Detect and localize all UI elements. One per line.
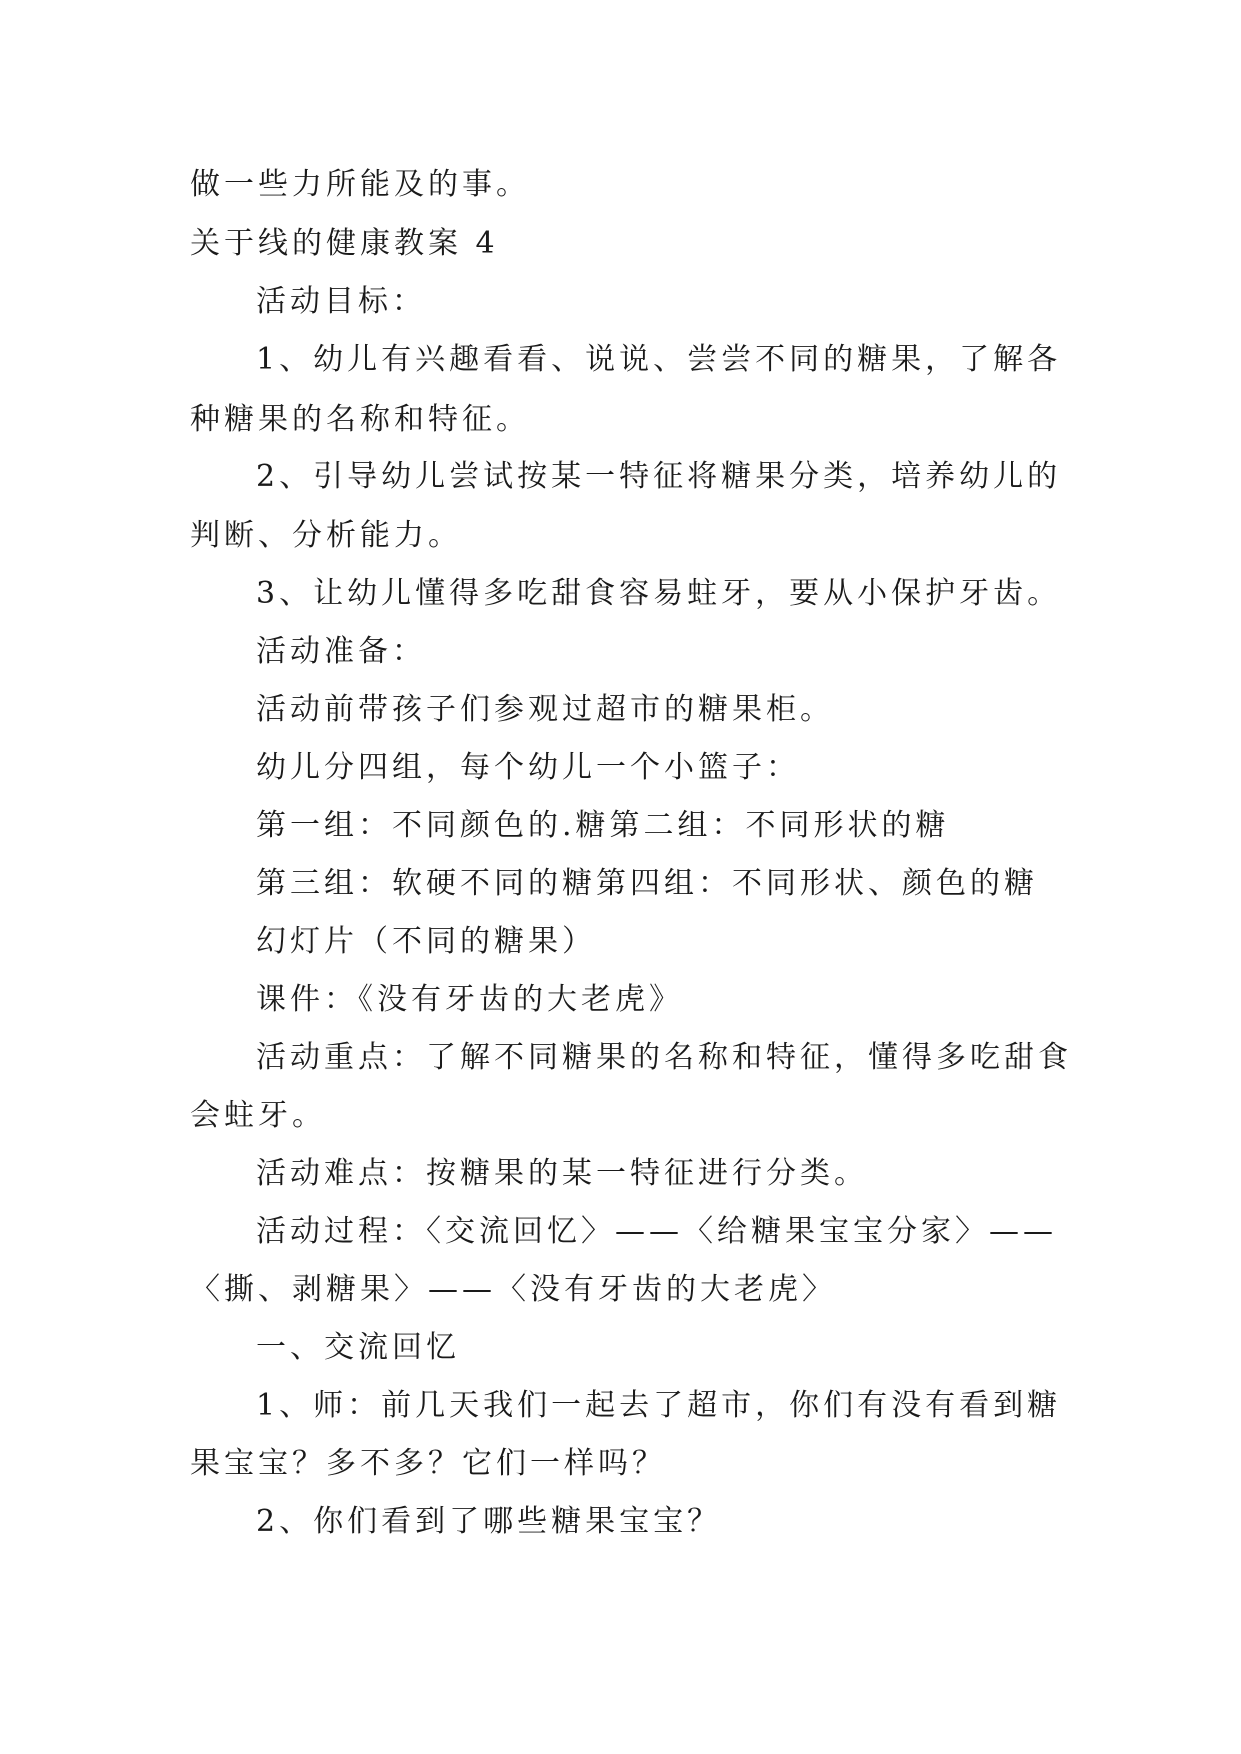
text-line: 判断、分析能力。 (190, 518, 462, 553)
section-title: 关于线的健康教案 4 (190, 226, 499, 261)
text-line: 第三组：软硬不同的糖第四组：不同形状、颜色的糖 (256, 866, 1038, 901)
text-line: 做一些力所能及的事。 (190, 167, 530, 202)
text-line: 1、师：前几天我们一起去了超市，你们有没有看到糖 (256, 1388, 1062, 1423)
text-line: 幼儿分四组，每个幼儿一个小篮子： (256, 750, 800, 785)
document-page (190, 0, 1072, 1754)
text-line: 3、让幼儿懂得多吃甜食容易蛀牙，要从小保护牙齿。 (256, 576, 1062, 611)
text-line: 活动过程：〈交流回忆〉——〈给糖果宝宝分家〉—— (256, 1214, 1057, 1249)
text-line: 1、幼儿有兴趣看看、说说、尝尝不同的糖果，了解各 (256, 342, 1062, 377)
text-line: 会蛀牙。 (190, 1098, 326, 1133)
text-line: 活动前带孩子们参观过超市的糖果柜。 (256, 692, 834, 727)
text-line: 活动重点：了解不同糖果的名称和特征，懂得多吃甜食 (256, 1040, 1072, 1075)
text-line: 一、交流回忆 (256, 1330, 460, 1365)
text-line: 〈撕、剥糖果〉——〈没有牙齿的大老虎〉 (190, 1272, 836, 1307)
text-line: 幻灯片（不同的糖果） (256, 924, 596, 959)
text-line: 2、你们看到了哪些糖果宝宝？ (256, 1504, 722, 1539)
text-line: 活动目标： (256, 284, 426, 319)
text-line: 课件：《没有牙齿的大老虎》 (256, 982, 683, 1017)
text-line: 活动准备： (256, 634, 426, 669)
text-line: 2、引导幼儿尝试按某一特征将糖果分类，培养幼儿的 (256, 459, 1062, 494)
text-line: 活动难点：按糖果的某一特征进行分类。 (256, 1156, 868, 1191)
text-line: 种糖果的名称和特征。 (190, 402, 530, 437)
text-line: 第一组：不同颜色的.糖第二组：不同形状的糖 (256, 808, 950, 843)
text-line: 果宝宝？多不多？它们一样吗？ (190, 1446, 666, 1481)
